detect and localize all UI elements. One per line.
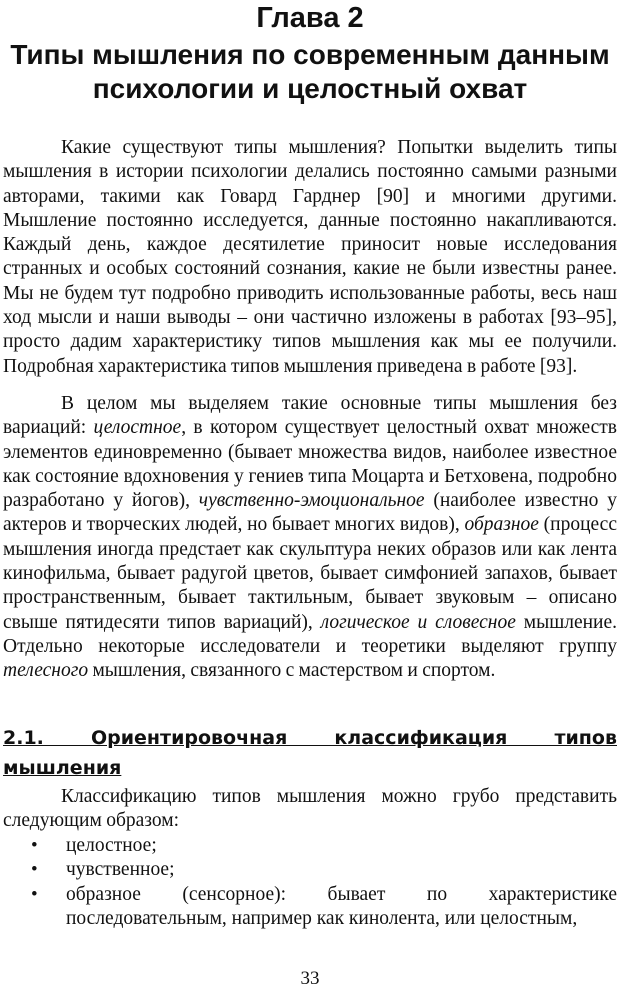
section-heading: 2.1. Ориентировочная классификация типов мышления [3,727,617,779]
term-holistic: целостное [93,417,182,439]
term-imaginative: образное [464,514,539,536]
paragraph-classification-intro [3,785,617,834]
chapter-label: Глава 2 [256,2,364,34]
text-run: (процесс мышления иногда предстает как скульптура неких образов или как лента кинофильма, бывает радугой цветов, бывает симфонией запахов, бывает пространственным, бывает тактильным, бывает звуковым – описано свыше пятидесяти типов вариаций), [3,514,617,633]
text-run: мышление. Отдельно некоторые исследователи и теоретики выделяют группу [3,611,617,657]
list-item-text: чувственное; [66,859,175,881]
text-run: (наиболее известно у актеров и творческих людей, но бывает многих видов), [3,490,617,536]
list-item [3,834,617,858]
paragraph-text: Классификацию типов мышления можно грубо представить следующим образом: [3,786,617,832]
text-run: мышления, связанного с мастерством и спортом. [88,660,496,682]
paragraph-thinking-types [3,392,617,684]
text-run: , в котором существует целостный охват множеств элементов единовременно (бывает множества видов, наиболее известное как состояние вдохновения у гениев типа Моцарта и Бетховена, подробно разработано у йогов), [3,417,618,512]
text-run: В целом мы выделяем такие основные типы мышления без вариаций: [3,393,617,439]
term-sensory-emotional: чувственно-эмоциональное [198,490,425,512]
bullet-icon: • [31,883,38,905]
bullet-icon: • [31,835,38,856]
term-bodily: телесного [3,660,89,682]
list-item-text: образное (сенсорное): бывает по характеристике последовательным, например как кинолента, или целостным, [66,883,617,929]
paragraph-text [3,392,617,684]
paragraph-intro [3,136,617,379]
thinking-types-list [3,834,617,931]
page-number: 33 [300,968,320,989]
bullet-icon: • [31,859,38,881]
list-item [3,883,617,932]
paragraph-text: Какие существуют типы мышления? Попытки выделить типы мышления в истории психологии делались постоянно самыми разными авторами, такими как Говард Гарднер [90] и многими другими. Мышление постоянно исследуется, данные постоянно накапливаются. Каждый день, каждое десятилетие приносит новые исследования странных и особых состояний сознания, какие не были известны ранее. Мы не будем тут подробно приводить использованные работы, весь наш ход мысли и наши выводы – они частично изложены в работах [93–95], просто дадим характеристику типов мышления как мы ее получили. Подробная характеристика типов мышления приведена в работе [93]. [3,137,617,377]
term-logical-verbal: логическое и словесное [320,611,516,633]
chapter-title: Типы мышления по современным данным психологии и целостный охват [10,39,610,104]
list-item [3,858,617,882]
list-item-text: целостное; [66,835,157,856]
